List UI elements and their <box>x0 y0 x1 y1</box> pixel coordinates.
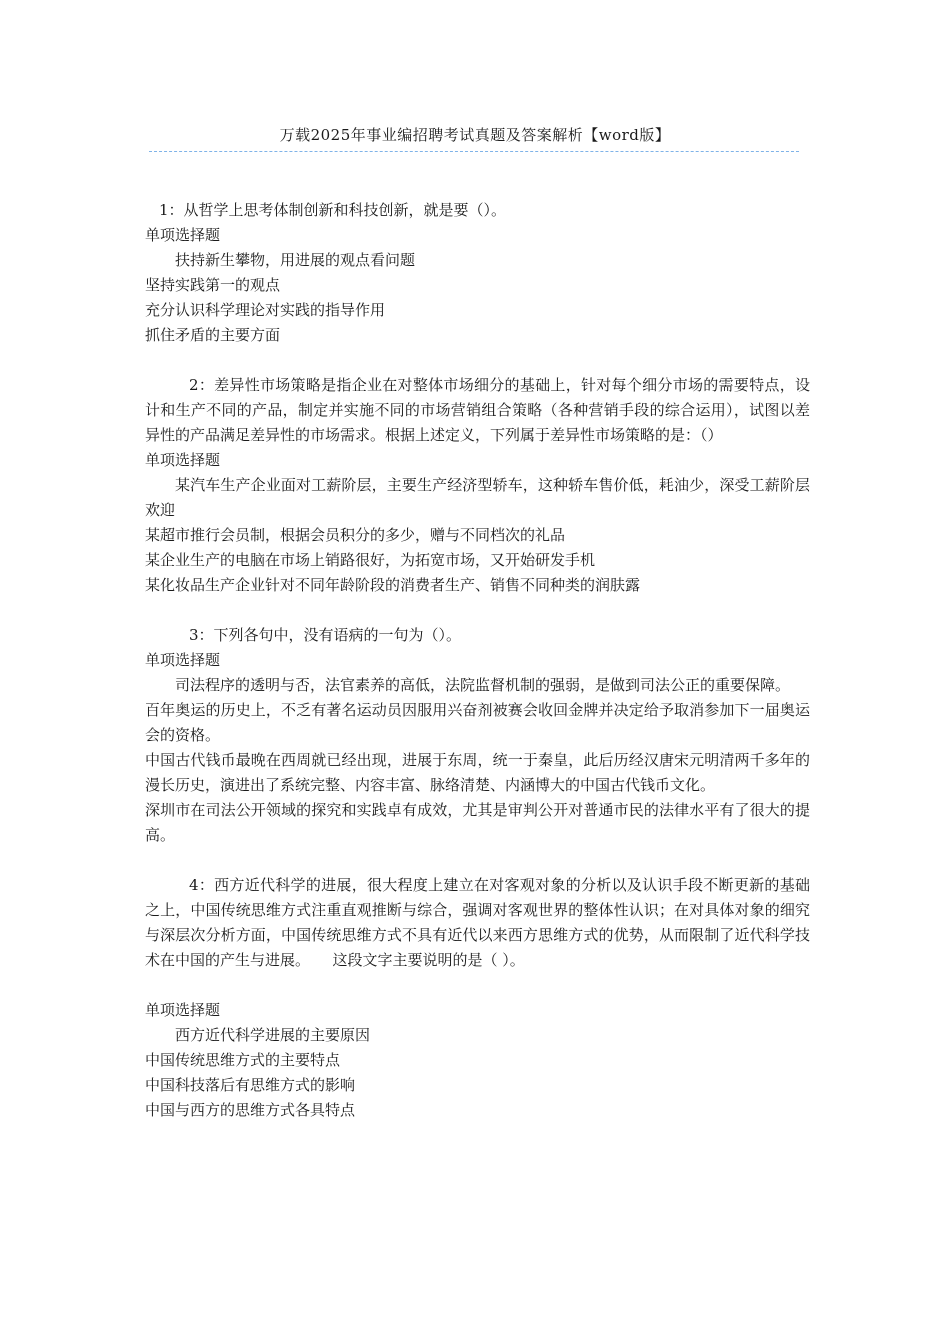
question-2 <box>145 373 810 598</box>
title-divider <box>149 151 799 152</box>
option-b: 某超市推行会员制，根据会员积分的多少，赠与不同档次的礼品 <box>145 526 566 544</box>
option-c: 中国古代钱币最晚在西周就已经出现，进展于东周，统一于秦皇，此后历经汉唐宋元明清两千多年的漫长历史，演进出了系统完整、内容丰富、脉络清楚、内涵博大的中国古代钱币文化。 <box>145 751 810 794</box>
option-b: 中国传统思维方式的主要特点 <box>145 1051 341 1069</box>
document-title: 万载2025年事业编招聘考试真题及答案解析【word版】 <box>279 126 671 144</box>
question-1 <box>145 198 810 348</box>
question-list <box>145 198 810 1148</box>
option-d: 某化妆品生产企业针对不同年龄阶段的消费者生产、销售不同种类的润肤露 <box>145 576 641 594</box>
option-a: 扶持新生攀物，用进展的观点看问题 <box>175 251 416 269</box>
option-b: 坚持实践第一的观点 <box>145 276 281 294</box>
option-b: 百年奥运的历史上，不乏有著名运动员因服用兴奋剂被赛会收回金牌并决定给予取消参加下一届奥运会的资格。 <box>145 701 810 744</box>
option-d: 中国与西方的思维方式各具特点 <box>145 1101 356 1119</box>
question-type: 单项选择题 <box>145 1001 221 1019</box>
question-stem: 4：西方近代科学的进展，很大程度上建立在对客观对象的分析以及认识手段不断更新的基础之上，中国传统思维方式注重直观推断与综合，强调对客观世界的整体性认识；在对具体对象的细究与深层次分析方面，中国传统思维方式不具有近代以来西方思维方式的优势，从而限制了近代科学技术在中国的产生与进展。 这段文字主要说明的是（ ）。 <box>145 876 810 969</box>
option-c: 中国科技落后有思维方式的影响 <box>145 1076 356 1094</box>
option-c: 某企业生产的电脑在市场上销路很好，为拓宽市场，又开始研发手机 <box>145 551 596 569</box>
option-a: 西方近代科学进展的主要原因 <box>175 1026 371 1044</box>
question-type: 单项选择题 <box>145 451 221 469</box>
question-stem: 3：下列各句中，没有语病的一句为（）。 <box>189 626 462 644</box>
question-stem: 2：差异性市场策略是指企业在对整体市场细分的基础上，针对每个细分市场的需要特点，设计和生产不同的产品，制定并实施不同的市场营销组合策略（各种营销手段的综合运用），试图以差异性的产品满足差异性的市场需求。根据上述定义，下列属于差异性市场策略的是：（） <box>145 376 810 444</box>
question-3 <box>145 623 810 848</box>
question-type: 单项选择题 <box>145 226 221 244</box>
option-d: 抓住矛盾的主要方面 <box>145 326 281 344</box>
option-a: 司法程序的透明与否，法官素养的高低，法院监督机制的强弱，是做到司法公正的重要保障。 <box>175 676 791 694</box>
option-a: 某汽车生产企业面对工薪阶层，主要生产经济型轿车，这种轿车售价低，耗油少，深受工薪阶层欢迎 <box>145 476 810 519</box>
question-stem: 1：从哲学上思考体制创新和科技创新，就是要（）。 <box>159 201 507 219</box>
option-d: 深圳市在司法公开领域的探究和实践卓有成效，尤其是审判公开对普通市民的法律水平有了很大的提高。 <box>145 801 810 844</box>
question-type: 单项选择题 <box>145 651 221 669</box>
option-c: 充分认识科学理论对实践的指导作用 <box>145 301 386 319</box>
question-4 <box>145 873 810 1123</box>
